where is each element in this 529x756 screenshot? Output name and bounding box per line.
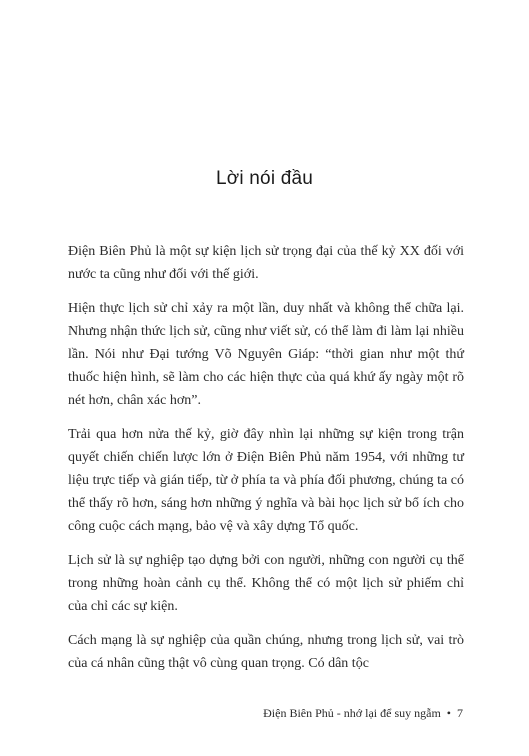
paragraph-2: Hiện thực lịch sử chỉ xảy ra một lần, duy nhất và không thể chữa lại. Nhưng nhận thức lịch sử, cũng như viết sử, có thể làm đi làm lại nhiều lần. Nói như Đại tướng Võ Nguyên Giáp: “thời gian như một thứ thuốc hiện hình, sẽ làm cho các hiện thực của quá khứ ấy ngày một rõ nét hơn, chân xác hơn”.	[68, 301, 464, 408]
running-footer	[263, 706, 463, 721]
paragraph-4: Lịch sử là sự nghiệp tạo dựng bởi con người, những con người cụ thể trong những hoàn cảnh cụ thể. Không thể có một lịch sử phiếm chỉ của chỉ các sự kiện.	[68, 553, 464, 614]
paragraph-3: Trải qua hơn nửa thế kỷ, giờ đây nhìn lại những sự kiện trong trận quyết chiến chiến lược lớn ở Điện Biên Phủ năm 1954, với những tư liệu trực tiếp và gián tiếp, từ ở phía ta và phía đối phương, chúng ta có thể thấy rõ hơn, sáng hơn những ý nghĩa và bài học lịch sử bổ ích cho công cuộc cách mạng, bảo vệ và xây dựng Tổ quốc.	[68, 427, 464, 534]
paragraph-5: Cách mạng là sự nghiệp của quần chúng, nhưng trong lịch sử, vai trò của cá nhân cũng thật vô cùng quan trọng. Có dân tộc	[68, 633, 464, 671]
page-title: Lời nói đầu	[215, 168, 314, 189]
body-text	[68, 240, 464, 686]
footer-separator: •	[446, 706, 451, 720]
page-number: 7	[457, 706, 463, 720]
paragraph-1: Điện Biên Phủ là một sự kiện lịch sử trọng đại của thế kỷ XX đối với nước ta cũng như đối với thế giới.	[68, 244, 464, 282]
footer-book-title: Điện Biên Phủ - nhớ lại để suy ngẫm	[263, 706, 441, 720]
